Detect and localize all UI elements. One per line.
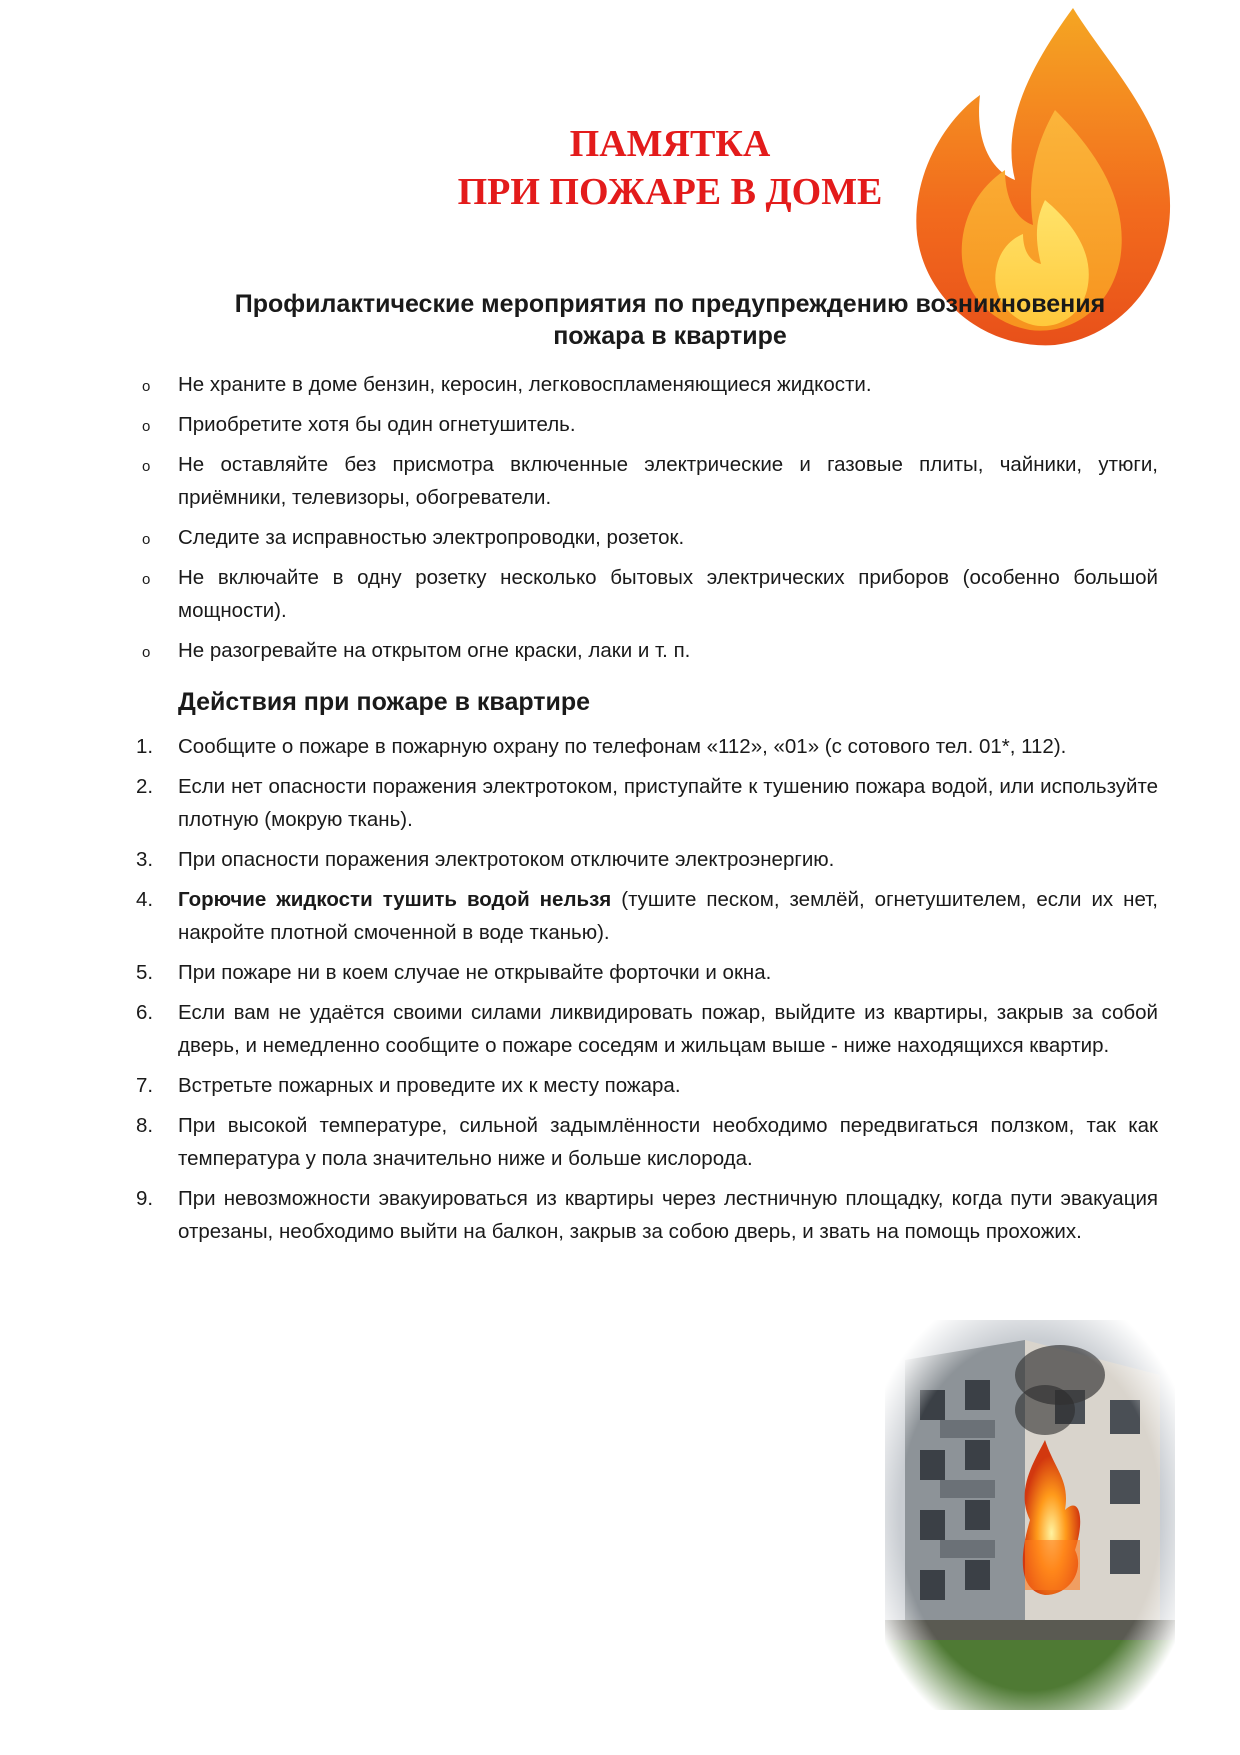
item-number: 7. <box>136 1074 154 1097</box>
list-item-text: При невозможности эвакуироваться из квартиры через лестничную площадку, когда пути эвакуация отрезаны, необходимо выйти на балкон, закрыв за собою дверь, и звать на помощь прохожих. <box>178 1187 1158 1243</box>
list-item-text: Если нет опасности поражения электротоком, приступайте к тушению пожара водой, или используйте плотную (мокрую ткань). <box>178 775 1158 831</box>
list-item <box>136 956 1158 989</box>
list-item-text: Если вам не удаётся своими силами ликвидировать пожар, выйдите из квартиры, закрыв за собой дверь, и немедленно сообщите о пожаре соседям и жильцам выше - ниже находящихся квартир. <box>178 1001 1158 1057</box>
list-item <box>136 883 1158 949</box>
list-item <box>136 996 1158 1062</box>
list-item-text: При высокой температуре, сильной задымлённости необходимо передвигаться ползком, так как температура у пола значительно ниже и больше кислорода. <box>178 1114 1158 1170</box>
item-number: 8. <box>136 1114 154 1137</box>
list-item-text: Сообщите о пожаре в пожарную охрану по телефонам «112», «01» (с сотового тел. 01*, 112). <box>178 735 1067 758</box>
list-item-bold-text: Горючие жидкости тушить водой нельзя <box>178 888 612 911</box>
list-item <box>136 1069 1158 1102</box>
list-item <box>136 1182 1158 1248</box>
section-1-heading <box>170 288 1170 352</box>
prevention-list <box>140 368 1158 674</box>
list-item <box>140 448 1158 514</box>
list-item <box>140 521 1158 554</box>
list-item-text: При пожаре ни в коем случае не открывайте форточки и окна. <box>178 961 772 984</box>
item-number: 9. <box>136 1187 154 1210</box>
list-item <box>140 561 1158 627</box>
list-item <box>140 408 1158 441</box>
item-number: 4. <box>136 888 154 911</box>
list-item <box>140 634 1158 667</box>
actions-list <box>136 730 1158 1255</box>
list-item-text: Не оставляйте без присмотра включенные электрические и газовые плиты, чайники, утюги, приёмники, телевизоры, обогреватели. <box>178 453 1158 509</box>
section-1-heading-line-1: Профилактические мероприятия по предупреждению возникновения <box>234 290 1106 318</box>
bullet-marker: o <box>142 571 151 588</box>
list-item-text: Не разогревайте на открытом огне краски, лаки и т. п. <box>178 639 691 662</box>
list-item-text: Приобретите хотя бы один огнетушитель. <box>178 413 576 436</box>
list-item <box>136 843 1158 876</box>
section-1-heading-line-2: пожара в квартире <box>553 322 787 350</box>
list-item <box>140 368 1158 401</box>
list-item <box>136 1109 1158 1175</box>
bullet-marker: o <box>142 378 151 395</box>
title-line-2: ПРИ ПОЖАРЕ В ДОМЕ <box>457 171 883 213</box>
bullet-marker: o <box>142 644 151 661</box>
title-line-1: ПАМЯТКА <box>569 123 771 165</box>
bullet-marker: o <box>142 531 151 548</box>
page-title <box>300 120 1040 216</box>
bullet-marker: o <box>142 458 151 475</box>
list-item-text: Следите за исправностью электропроводки, розеток. <box>178 526 685 549</box>
list-item-text: (тушите песком, землёй, огнетушителем, если их нет, накройте плотной смоченной в воде тканью). <box>178 888 1158 944</box>
list-item <box>136 770 1158 836</box>
list-item-text: Не включайте в одну розетку несколько бытовых электрических приборов (особенно большой мощности). <box>178 566 1158 622</box>
item-number: 2. <box>136 775 154 798</box>
list-item-text: Не храните в доме бензин, керосин, легковоспламеняющиеся жидкости. <box>178 373 872 396</box>
list-item-text: Встретьте пожарных и проведите их к месту пожара. <box>178 1074 681 1097</box>
item-number: 6. <box>136 1001 154 1024</box>
item-number: 3. <box>136 848 154 871</box>
list-item <box>136 730 1158 763</box>
list-item-text: При опасности поражения электротоком отключите электроэнергию. <box>178 848 835 871</box>
bullet-marker: o <box>142 418 151 435</box>
item-number: 1. <box>136 735 154 758</box>
section-2-heading: Действия при пожаре в квартире <box>178 688 591 716</box>
burning-building-photo <box>885 1320 1175 1710</box>
item-number: 5. <box>136 961 154 984</box>
